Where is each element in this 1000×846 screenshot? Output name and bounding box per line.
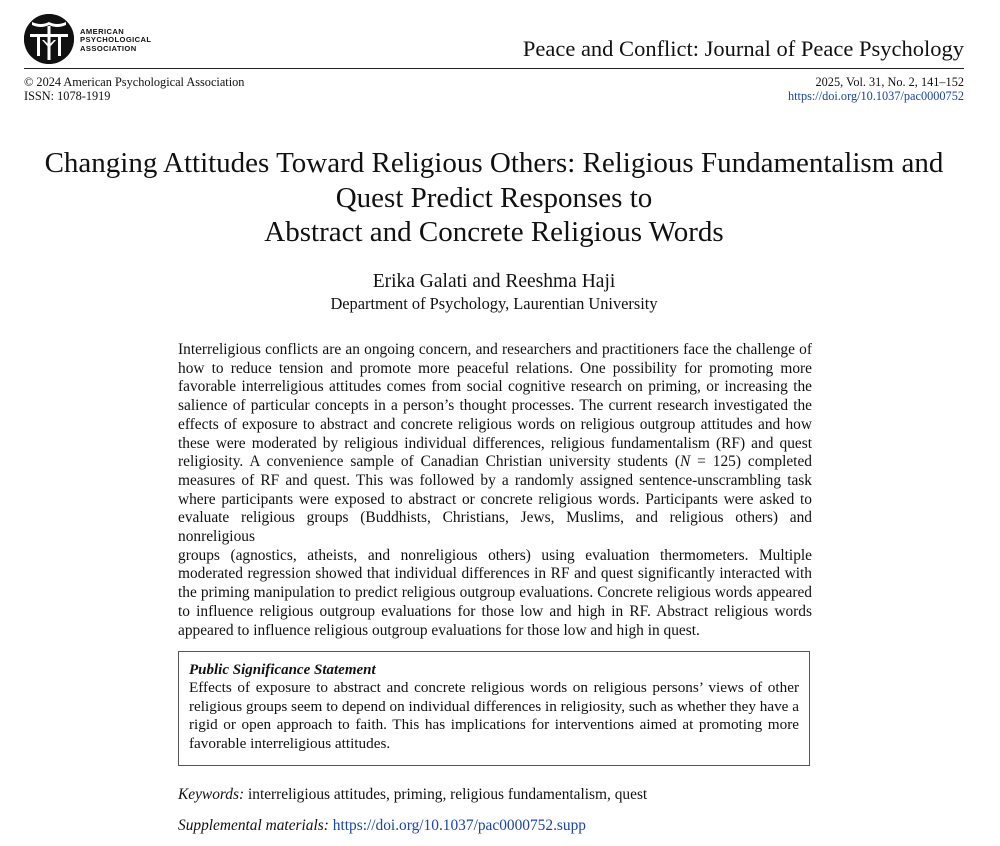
title-line: Abstract and Concrete Religious Words <box>264 216 724 248</box>
apa-logo-icon <box>24 14 74 64</box>
apa-logo <box>24 14 174 64</box>
journal-title: Peace and Conflict: Journal of Peace Psychology <box>522 36 964 61</box>
significance-line: favorable interreligious attitudes. <box>189 734 391 752</box>
significance-body <box>189 679 799 753</box>
abstract-line: to influence religious outgroup evaluations for those low and high in RF. Abstract religious words <box>178 602 812 620</box>
abstract <box>178 341 812 640</box>
title-line: Quest Predict Responses to <box>335 181 653 214</box>
publication-meta-left <box>24 76 244 103</box>
public-significance-box <box>178 651 810 766</box>
abstract-line: Interreligious conflicts are an ongoing concern, and researchers and practitioners face the challenge of <box>178 341 812 358</box>
keywords <box>178 786 647 804</box>
abstract-line: where participants were exposed to abstract or concrete religious words. Participants were asked to <box>178 490 812 508</box>
abstract-line: these were moderated by religious individual differences, religious fundamentalism (RF) and quest <box>178 434 812 452</box>
abstract-line: the priming manipulation to predict religious outgroup evaluations. Concrete religious words appeared <box>178 584 812 602</box>
abstract-line-sample <box>178 453 812 472</box>
supplemental-link[interactable]: https://doi.org/10.1037/pac0000752.supp <box>332 817 586 834</box>
abstract-line: how to reduce tension and promote more peaceful relations. One possibility for promoting more <box>178 359 812 377</box>
keywords-text: interreligious attitudes, priming, religious fundamentalism, quest <box>244 786 648 803</box>
abstract-line: moderated regression showed that individual differences in RF and quest significantly interacted with <box>178 565 812 583</box>
publication-meta-right <box>788 76 964 103</box>
copyright-text: © 2024 American Psychological Association <box>24 75 245 89</box>
abstract-line: groups (agnostics, atheists, and nonreligious others) using evaluation thermometers. Multiple <box>178 546 812 564</box>
doi-link[interactable]: https://doi.org/10.1037/pac0000752 <box>787 88 964 103</box>
affiliation: Department of Psychology, Laurentian University <box>330 294 658 313</box>
logo-line: ASSOCIATION <box>80 43 137 53</box>
significance-line: religious groups seem to depend on individual differences in religiosity, such as whether they have a <box>189 697 799 715</box>
article-title <box>0 146 988 250</box>
issn-text: ISSN: 1078-1919 <box>24 88 111 103</box>
significance-line: rigid or open approach to faith. This has implications for interventions aimed at promoting more <box>189 716 799 734</box>
abstract-line: evaluate religious groups (Buddhists, Christians, Jews, Muslims, and religious others) and nonreligious <box>178 509 812 546</box>
abstract-line-start: religiosity. A convenience sample of Canadian Christian university students ( <box>178 453 680 471</box>
abstract-line: measures of RF and quest. This was followed by a randomly assigned sentence-unscrambling task <box>178 471 812 489</box>
title-line: Changing Attitudes Toward Religious Others: Religious Fundamentalism and <box>44 147 944 179</box>
abstract-line: appeared to influence religious outgroup evaluations for those low and high in quest. <box>178 621 700 639</box>
page-header <box>24 14 964 68</box>
authors: Erika Galati and Reeshma Haji <box>372 271 616 292</box>
abstract-line: favorable interreligious attitudes comes from social cognitive research on priming, or increasing the <box>178 378 812 396</box>
significance-heading: Public Significance Statement <box>189 662 376 678</box>
sample-size-symbol: N <box>679 453 691 471</box>
sample-size-rest: = 125) completed <box>690 453 812 471</box>
logo-line: AMERICAN <box>80 27 125 36</box>
significance-line: Effects of exposure to abstract and concrete religious words on religious persons’ views of other <box>189 679 799 696</box>
header-divider <box>24 68 964 69</box>
logo-line: PSYCHOLOGICAL <box>80 35 152 45</box>
keywords-label: Keywords: <box>178 786 245 803</box>
supplemental-materials <box>178 817 586 835</box>
volume-info: 2025, Vol. 31, No. 2, 141–152 <box>815 75 964 89</box>
supplemental-label: Supplemental materials: <box>178 817 329 834</box>
abstract-line: effects of exposure to abstract and concrete religious words on religious outgroup attitudes and how <box>178 415 812 433</box>
abstract-line: salience of particular concepts in a person’s thought processes. The current research investigated the <box>178 397 812 415</box>
apa-logo-text <box>80 28 190 53</box>
